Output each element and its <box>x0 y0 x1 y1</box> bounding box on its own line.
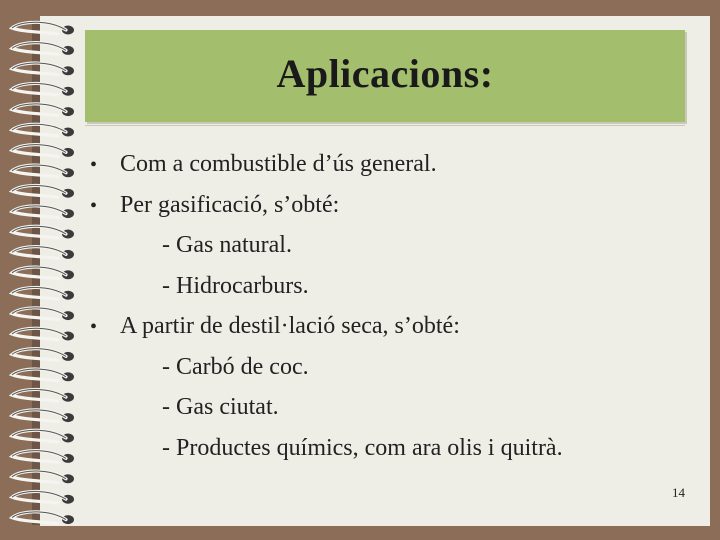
spiral-ring <box>12 308 74 320</box>
spiral-ring <box>12 22 74 34</box>
spiral-ring <box>12 83 74 95</box>
spiral-ring <box>12 104 74 116</box>
bullet-list <box>88 144 678 468</box>
spiral-ring <box>12 410 74 422</box>
spiral-ring <box>12 389 74 401</box>
spiral-ring <box>12 287 74 299</box>
bullet-text: A partir de destil·lació seca, s’obté: <box>120 313 460 339</box>
spiral-ring <box>12 369 74 381</box>
bullet-item <box>88 185 678 226</box>
spiral-ring <box>12 491 74 503</box>
spiral-ring <box>12 267 74 279</box>
sub-item: - Productes químics, com ara olis i quitrà. <box>162 434 563 461</box>
sub-item: - Gas natural. <box>162 232 292 258</box>
bullet-text: Com a combustible d’ús general. <box>120 151 437 177</box>
bullet-item <box>88 306 678 347</box>
spiral-ring <box>12 451 74 463</box>
spiral-ring <box>12 63 74 75</box>
spiral-ring <box>12 471 74 483</box>
spiral-ring <box>12 328 74 340</box>
spiral-ring <box>12 430 74 442</box>
sub-item: - Hidrocarburs. <box>162 272 309 299</box>
sub-item: - Carbó de coc. <box>162 353 309 380</box>
spiral-ring <box>12 185 74 197</box>
spiral-ring <box>12 43 74 55</box>
spiral-ring <box>12 165 74 177</box>
bullet-icon: • <box>90 194 98 217</box>
bullet-icon: • <box>90 154 98 176</box>
spiral-ring <box>12 226 74 238</box>
bullet-text: Per gasificació, s’obté: <box>120 191 340 218</box>
spiral-binding <box>0 0 90 540</box>
spiral-ring <box>12 206 74 218</box>
spiral-ring <box>12 247 74 259</box>
spiral-ring <box>12 145 74 157</box>
slide-title: Aplicacions: <box>276 51 494 96</box>
bullet-item <box>88 144 678 185</box>
sub-item: - Gas ciutat. <box>162 394 279 420</box>
spiral-ring <box>12 349 74 361</box>
spiral-ring <box>12 124 74 136</box>
bullet-icon: • <box>90 316 98 338</box>
spiral-ring <box>12 512 74 524</box>
page-number: 14 <box>672 485 685 500</box>
title-divider <box>85 125 685 126</box>
